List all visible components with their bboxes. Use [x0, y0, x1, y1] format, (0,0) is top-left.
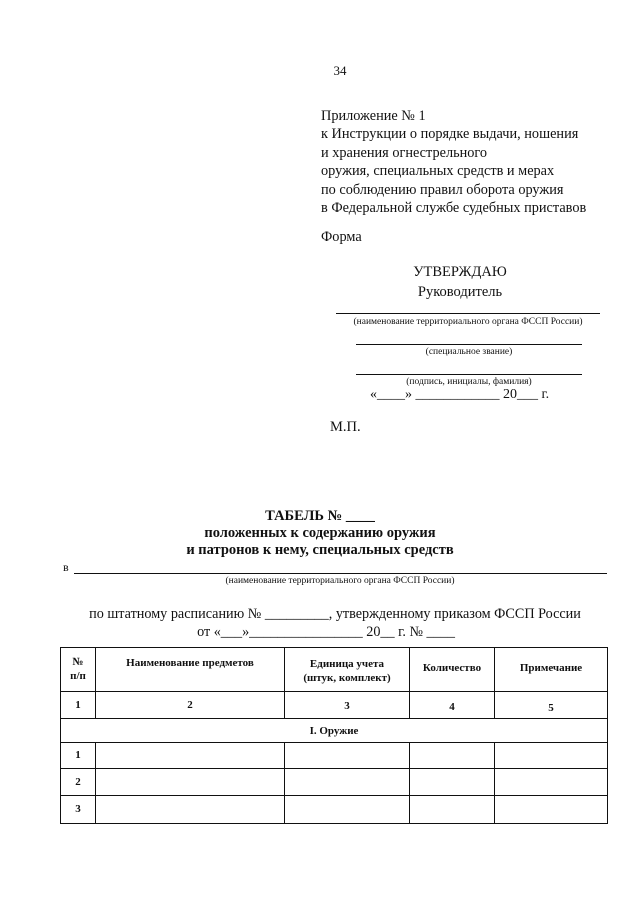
row-number: 3 — [75, 803, 81, 815]
appendix-line: по соблюдению правил оборота оружия — [321, 181, 564, 198]
row-number: 1 — [75, 749, 81, 761]
form-label: Форма — [321, 229, 362, 245]
approval-position: Руководитель — [417, 284, 503, 300]
sign-caption: (подпись, инициалы, фамилия) — [406, 377, 532, 387]
stamp-label: М.П. — [330, 419, 361, 435]
appendix-line: в Федеральной службе судебных приставов — [321, 200, 587, 217]
header-name: Наименование предметов — [126, 657, 254, 669]
in-caption: (наименование территориального органа ФССП России) — [225, 576, 455, 586]
approval-heading: УТВЕРЖДАЮ — [413, 264, 507, 280]
in-label: в — [63, 560, 69, 574]
section-row-weapons: I. Оружие — [309, 725, 359, 737]
col-number: 2 — [187, 699, 193, 711]
col-number: 4 — [449, 701, 455, 713]
doc-subtitle-1: положенных к содержанию оружия — [204, 525, 436, 541]
header-num: № п/п — [70, 656, 86, 682]
header-note: Примечание — [519, 662, 583, 674]
col-number: 3 — [344, 700, 350, 712]
appendix-line: и хранения огнестрельного — [321, 144, 488, 161]
org-caption: (наименование территориального органа ФССП России) — [353, 317, 583, 327]
staff-date-line: от «___»________________ 20__ г. № ____ — [197, 624, 455, 640]
page-number: 34 — [333, 63, 347, 78]
staff-schedule-line: по штатному расписанию № _________, утвержденному приказом ФССП России — [89, 606, 581, 622]
doc-title: ТАБЕЛЬ № ____ — [265, 508, 375, 524]
header-qty: Количество — [422, 662, 482, 674]
row-number: 2 — [75, 776, 81, 788]
rank-caption: (специальное звание) — [425, 347, 513, 357]
doc-subtitle-2: и патронов к нему, специальных средств — [186, 542, 454, 558]
approval-date: «____» ____________ 20___ г. — [370, 387, 550, 402]
appendix-line: к Инструкции о порядке выдачи, ношения — [321, 126, 579, 143]
col-number: 5 — [548, 702, 554, 714]
appendix-line: Приложение № 1 — [321, 108, 426, 124]
header-unit: Единица учета (штук, комплект) — [303, 658, 391, 684]
col-number: 1 — [75, 699, 81, 711]
appendix-line: оружия, специальных средств и мерах — [321, 163, 555, 180]
